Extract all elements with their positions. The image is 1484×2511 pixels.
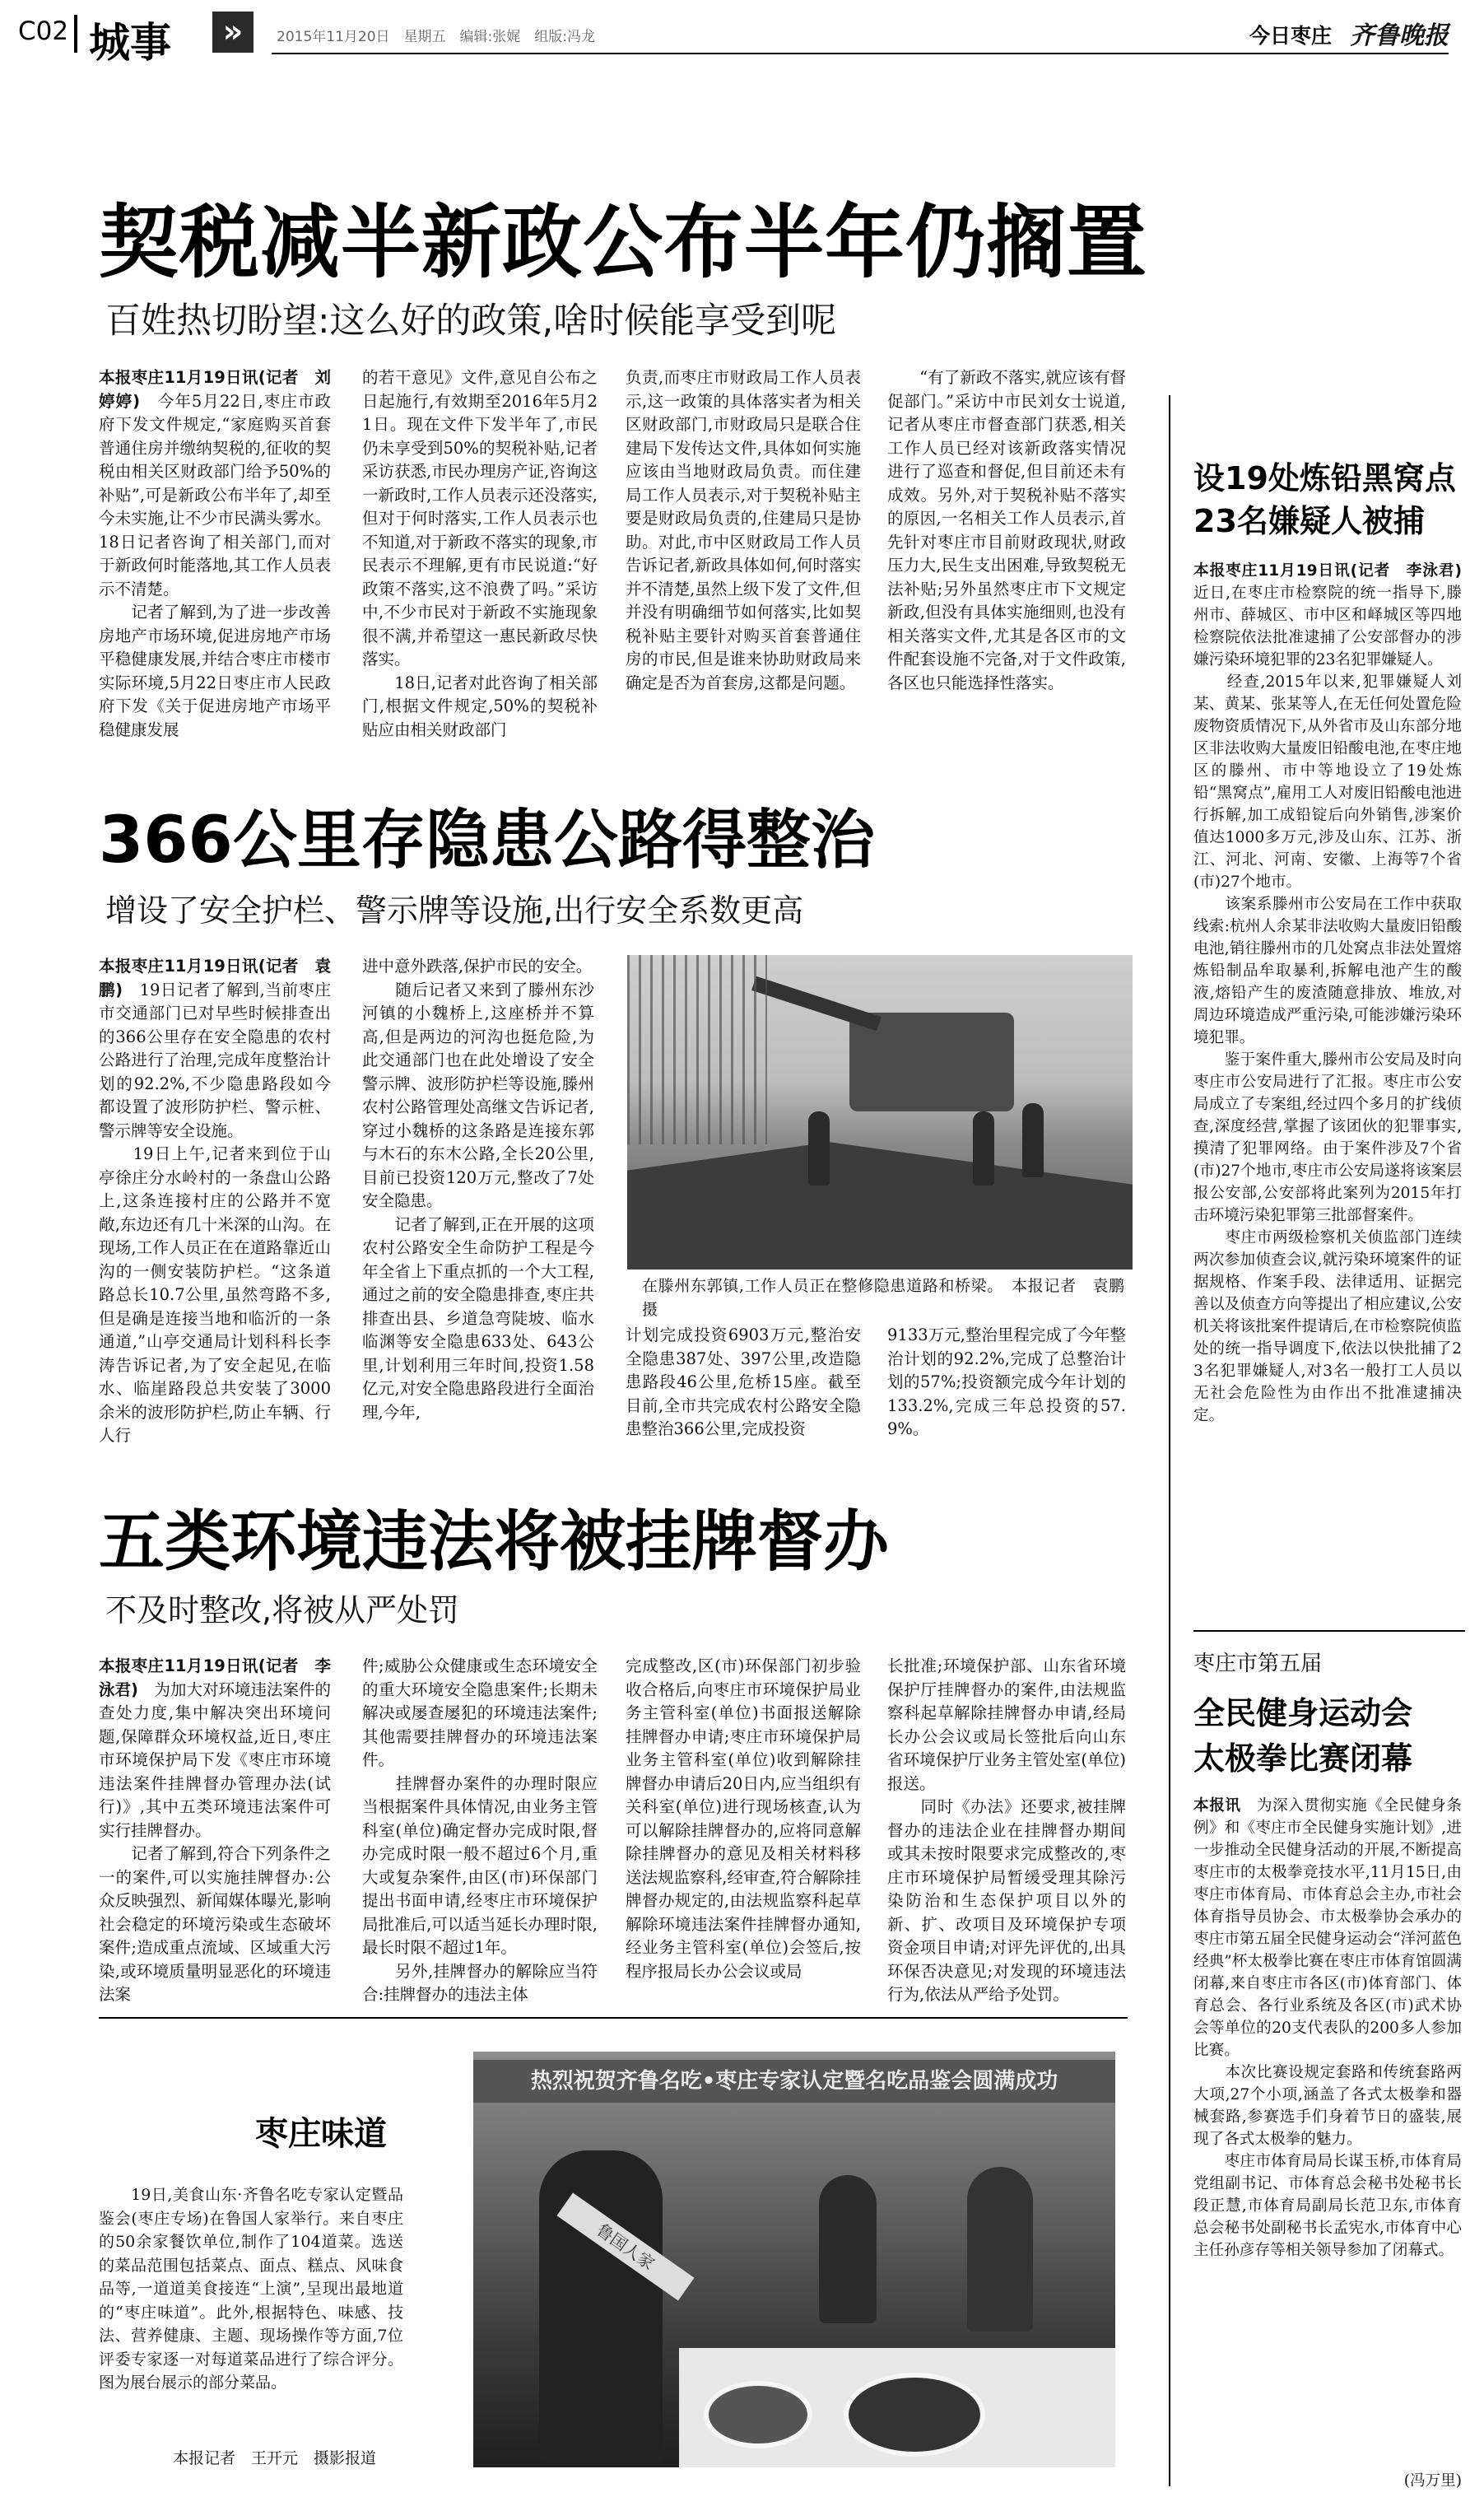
article3-headline: 五类环境违法将被挂牌督办 [99,1503,889,1580]
side2-credit: (冯万里) [1403,2472,1462,2490]
hostess-sash: 鲁国人家 [557,2192,695,2300]
page-header [0,0,1484,72]
article1-col1: 本报枣庄11月19日讯(记者 刘婷婷) 今年5月22日,枣庄市政府下发文件规定,“家庭购买首套普通住房并缴纳契税的,征收的契税由相关区财政部门给予50%的补贴”,可是新政公布半年了,却至今未实施,让不少市民满头雾水。18日记者咨询了相关部门,而对于新政何时能落地,其工作人员表示不清楚。 记者了解到,为了进一步改善房地产市场环境,促进房地产市场平稳健康发展,并结合枣庄市楼市实际环境,5月22日枣庄市人民政府下发《关于促进房地产市场平稳健康发展 [99,368,331,739]
article2-col1: 本报枣庄11月19日讯(记者 袁鹏) 19日记者了解到,当前枣庄市交通部门已对早些时候排查出的366公里存在安全隐患的农村公路进行了治理,完成年度整治计划的92.2%,不少隐患路段如今都设置了波形防护栏、警示桩、警示牌等安全设施。 19日上午,记者来到位于山亭徐庄分水岭村的一条盘山公路上,这条连接村庄的公路并不宽敞,东边还有几十米深的山沟。在现场,工作人员正在在道路靠近山沟的一侧安装防护栏。“这条道路总长10.7公里,虽然弯路不多,但是确是连接当地和临沂的一条通道,”山亭交通局计划科科长李涛告诉记者,为了安全起见,在临水、临崖路段总共安装了3000余米的波形防护栏,防止车辆、行人行 [99,957,331,1445]
dish-plate [844,2373,985,2457]
article2-col3: 计划完成投资6903万元,整治安全隐患387处、397公里,改造隐患路段46公里,危桥15座。截至目前,全市共完成农村公路安全隐患整治366公里,完成投资 [626,1325,861,1438]
article3-col4: 长批准;环境保护部、山东省环境保护厅挂牌督办的案件,由法规监察科起草解除挂牌督办申请,经局长办公会议或局长签批后向山东省环境保护厅业务主管处室(单位)报送。 同时《办法》还要求,被挂牌督办的违法企业在挂牌督办期间或其未按时限要求完成整改的,枣庄市环境保护局暂缓受理其除污染防治和生态保护项目以外的新、扩、改项目及环境保护专项资金项目申请;对评先评优的,出具环保否决意见;对发现的环境违法行为,依法从严给予处罚。 [887,1656,1126,2004]
dish-plate [704,2381,812,2448]
ditch-shape [627,1128,1133,1269]
food-feature [99,2017,1128,2480]
side2-headline-line1: 全民健身运动会 [1193,1695,1413,1731]
food-body: 19日,美食山东·齐鲁名吃专家认定暨品鉴会(枣庄专场)在鲁国人家举行。来自枣庄的50余家餐饮单位,制作了104道菜。选送的菜品范围包括菜点、面点、糕点、风味食品等,一道道美食接连“上演”,呈现出最地道的“枣庄味道”。此外,根据特色、味感、技法、营养健康、主题、现场操作等方面,7位评委专家逐一对每道菜品进行了综合评分。图为展台展示的部分菜品。 [99,2186,403,2392]
side1-body: 本报枣庄11月19日讯(记者 李泳君) 近日,在枣庄市检察院的统一指导下,滕州市、薛城区、市中区和峄城区等四地检察院依法批准逮捕了公安部督办的涉嫌污染环境犯罪的23名犯罪嫌疑人。 经查,2015年以来,犯罪嫌疑人刘某、黄某、张某等人,在无任何处置危险废物资质情况下,从外省市及山东部分地区非法收购大量废旧铅酸电池,在枣庄地区的滕州、市中等地设立了19处炼铅“黑窝点”,雇用工人对废旧铅酸电池进行拆解,加工成铅锭后向外销售,涉案价值达1000多万元,涉及山东、江苏、浙江、河北、河南、安徽、上海等7个省(市)27个地市。 该案系滕州市公安局在工作中获取线索:杭州人余某非法收购大量废旧铅酸电池,销往滕州市的几处窝点非法处置熔炼铅制品牟取暴利,拆解电池产生的酸液,熔铅产生的废渣随意排放、堆放,对周边环境造成严重污染,可能涉嫌污染环境犯罪。 鉴于案件重大,滕州市公安局及时向枣庄市公安局进行了汇报。枣庄市公安局成立了专案组,经过四个多月的扩线侦查,深度经营,掌握了该团伙的犯罪事实,摸清了犯罪网络。由于案件涉及7个省(市)27个地市,枣庄市公安局遂将该案层报公安部,公安部将此案列为2015年打击环境污染犯罪第三批部督案件。 枣庄市两级检察机关侦监部门连续两次参加侦查会议,就污染环境案件的证据规格、作案手段、法律适用、证据完善以及侦查方向等提出了相应建议,公安机关将该批案件提请后,在市检察院侦监处的统一指导调度下,依法以快批捕了23名犯罪嫌疑人,对3名一般打工人员以无社会危险性为由作出不批准逮捕决定。 [1193,562,1477,1424]
side2-kicker: 枣庄市第五届 [1193,1651,1323,1676]
tree-line [627,955,767,1144]
article2-col4: 9133万元,整治里程完成了今年整治计划的92.2%,完成了总整治计划的57%;投资额完成今年计划的133.2%,完成三年总投资的57.9%。 [887,1325,1126,1438]
side2-box [1193,1638,1465,2495]
page-code: C02 [18,16,69,46]
side1-headline-line2: 23名嫌疑人被捕 [1193,503,1425,539]
article1-col4: “有了新政不落实,就应该有督促部门。”采访中市民刘女士说道,记者从枣庄市督查部门获悉,相关工作人员已经对该新政落实情况进行了巡查和督促,但目前还未有成效。另外,对于契税补贴不落实的原因,一名相关工作人员表示,首先针对枣庄市目前财政现状,财政压力大,民生支出困难,导致契税无法补贴;另外虽然枣庄市下文规定新政,但没有具体实施细则,也没有相关落实文件,尤其是各区市的文件配套设施不完备,对于文件政策,各区也只能选择性落实。 [887,368,1126,692]
article1-col3: 负责,而枣庄市财政局工作人员表示,这一政策的具体落实者为相关区财政部门,市财政局只是联合住建局下发传达文件,具体如何实施应该由当地财政局负责。而住建局工作人员表示,对于契税补贴主要是财政局负责的,住建局只是协助。对此,市中区财政局工作人员告诉记者,新政具体如何,何时落实并不清楚,虽然上级下发了文件,但并没有明确细节如何落实,比如契税补贴主要针对购买首套普通住房的市民,但是谁来协助财政局来确定是否为首套房,这都是问题。 [626,368,861,692]
side2-headline-line2: 太极拳比赛闭幕 [1193,1740,1413,1777]
food-title: 枣庄味道 [255,2115,387,2153]
divider-vertical-right [1169,395,1170,2486]
hostess-figure [539,2150,663,2463]
food-banner: 热烈祝贺齐鲁名吃•枣庄专家认定暨名吃品鉴会圆满成功 [473,2060,1115,2103]
header-line [272,53,1449,54]
article3-col2: 件;威胁公众健康或生态环境安全的重大环境安全隐患案件;长期未解决或屡查屡犯的环境违法案件;其他需要挂牌督办的环境违法案件。 挂牌督办案件的办理时限应当根据案件具体情况,由业务主管科室(单位)确定督办完成时限,督办完成时限一般不超过6个月,重大或复杂案件,由区(市)环保部门提出书面申请,经枣庄市环境保护局批准后,可以适当延长办理时限,最长时限不超过1年。 另外,挂牌督办的解除应当符合:挂牌督办的违法主体 [362,1656,598,2004]
side1-headline-line1: 设19处炼铅黑窝点 [1193,460,1456,496]
road-repair-caption: 在滕州东郭镇,工作人员正在整修隐患道路和桥梁。 本报记者 袁鹏 摄 [642,1277,1141,1319]
article1-headline: 契税减半新政公布半年仍搁置 [99,196,1147,289]
double-chevron-icon: » [212,12,254,53]
food-credit: 本报记者 王开元 摄影报道 [173,2449,377,2467]
guest-figure [819,2175,877,2323]
article3-col3: 完成整改,区(市)环保部门初步验收合格后,向枣庄市环境保护局业务主管科室(单位)书面报送解除挂牌督办申请;枣庄市环境保护局业务主管科室(单位)收到解除挂牌督办申请后20日内,应当组织有关科室(单位)进行现场核查,认为可以解除挂牌督办的,应将同意解除挂牌督办的意见及相关材料移送法规监察科,经审查,符合解除挂牌督办规定的,由法规监察科起草解除环境违法案件挂牌督办通知,经业务主管科室(单位)会签后,按程序报局长办公会议或局 [626,1656,861,1981]
side2-byline: 本报讯 [1193,1797,1241,1815]
article1-subhead: 百姓热切盼望:这么好的政策,啥时候能享受到呢 [105,300,837,342]
page-code-divider [74,15,77,53]
article3-col1: 本报枣庄11月19日讯(记者 李泳君) 为加大对环境违法案件的查处力度,集中解决突出环境问题,保障群众环境权益,近日,枣庄市环境保护局下发《枣庄市环境违法案件挂牌督办管理办法(试行)》,其中五类环境违法案件可实行挂牌督办。 记者了解到,符合下列条件之一的案件,可以实施挂牌督办:公众反映强烈、新闻媒体曝光,影响社会稳定的环境污染或生态破坏案件;造成重点流域、区域重大污染,或环境质量明显恶化的环境违法案 [99,1656,331,2004]
article3-subhead: 不及时整改,将被从严处罚 [105,1592,460,1628]
side1-box [1193,395,1477,1630]
article3-byline: 本报枣庄11月19日讯(记者 李泳君) [99,1656,331,1699]
food-photo [473,2052,1115,2467]
article2-subhead: 增设了安全护栏、警示牌等设施,出行安全系数更高 [105,892,804,929]
worker-figure [973,1111,994,1186]
worker-figure [1022,1103,1044,1177]
article1-col2: 的若干意见》文件,意见自公布之日起施行,有效期至2016年5月21日。现在文件下发半年了,市民仍未享受到50%的契税补贴,记者采访获悉,市民办理房产证,咨询这一新政时,工作人员表示还没落实,但对于何时落实,工作人员表示也不知道,对于新政不落实的现象,市民表示不理解,更有市民说道:“好政策不落实,这不浪费了吗。”采访中,不少市民对于新政不实施现象很不满,并希望这一惠民新政尽快落实。 18日,记者对此咨询了相关部门,根据文件规定,50%的契税补贴应由相关财政部门 [362,368,598,739]
article2-byline: 本报枣庄11月19日讯(记者 袁鹏) [99,957,331,999]
article2-headline: 366公里存隐患公路得整治 [99,804,875,878]
side2-body: 本报讯 为深入贯彻实施《全民健身条例》和《枣庄市全民健身实施计划》,进一步推动全民健身活动的开展,不断提高枣庄市的太极拳竞技水平,11月15日,由枣庄市体育局、市体育总会主办,市社会体育指导员协会、市太极拳协会承办的枣庄市第五届全民健身运动会“洋河蓝色经典”杯太极拳比赛在枣庄市体育馆圆满闭幕,来自枣庄市各区(市)体育部门、体育总会、各行业系统及各区(市)武术协会等单位的20支代表队的200多人参加比赛。 本次比赛设规定套路和传统套路两大项,27个小项,涵盖了各式太极拳和器械套路,参赛选手们身着节日的盛装,展现了各式太极拳的魅力。 枣庄市体育局局长谋玉桥,市体育局党组副书记、市体育总会秘书处秘书长段正慧,市体育局副局长范卫东,市体育总会秘书处副秘书长孟宪水,市体育中心主任孙彦存等相关领导参加了闭幕式。 [1193,1797,1462,2259]
road-repair-photo [627,955,1133,1269]
side1-byline: 本报枣庄11月19日讯(记者 李泳君) [1193,562,1462,580]
excavator-arm [751,976,882,1032]
article1-byline: 本报枣庄11月19日讯(记者 刘婷婷) [99,368,331,411]
article2-col2: 进中意外跌落,保护市民的安全。 随后记者又来到了滕州东沙河镇的小魏桥上,这座桥并不算高,但是两边的河沟也挺危险,为此交通部门也在此处增设了安全警示牌、波形防护栏等设施,滕州农村公路管理处高继文告诉记者,穿过小魏桥的这条路是连接东郭与木石的东木公路,全长20公里,目前已投资120万元,整改了7处安全隐患。 记者了解到,正在开展的这项农村公路安全生命防护工程是今年全省上下重点抓的一个大工程,通过之前的安全隐患排查,枣庄共排查出县、乡道急弯陡坡、临水临渊等安全隐患633处、643公里,计划利用三年时间,投资1.58亿元,对安全隐患路段进行全面治理,今年, [362,957,594,1422]
worker-figure [808,1111,830,1186]
guest-figure [967,2167,1033,2332]
header-meta: 2015年11月20日 星期五 编辑:张娓 组版:冯龙 [277,29,595,45]
section-title: 城事 [89,19,171,67]
paper-name: 今日枣庄 [1249,24,1333,48]
side-divider [1193,1630,1465,1632]
paper-brand: 齐鲁晚报 [1350,21,1449,50]
